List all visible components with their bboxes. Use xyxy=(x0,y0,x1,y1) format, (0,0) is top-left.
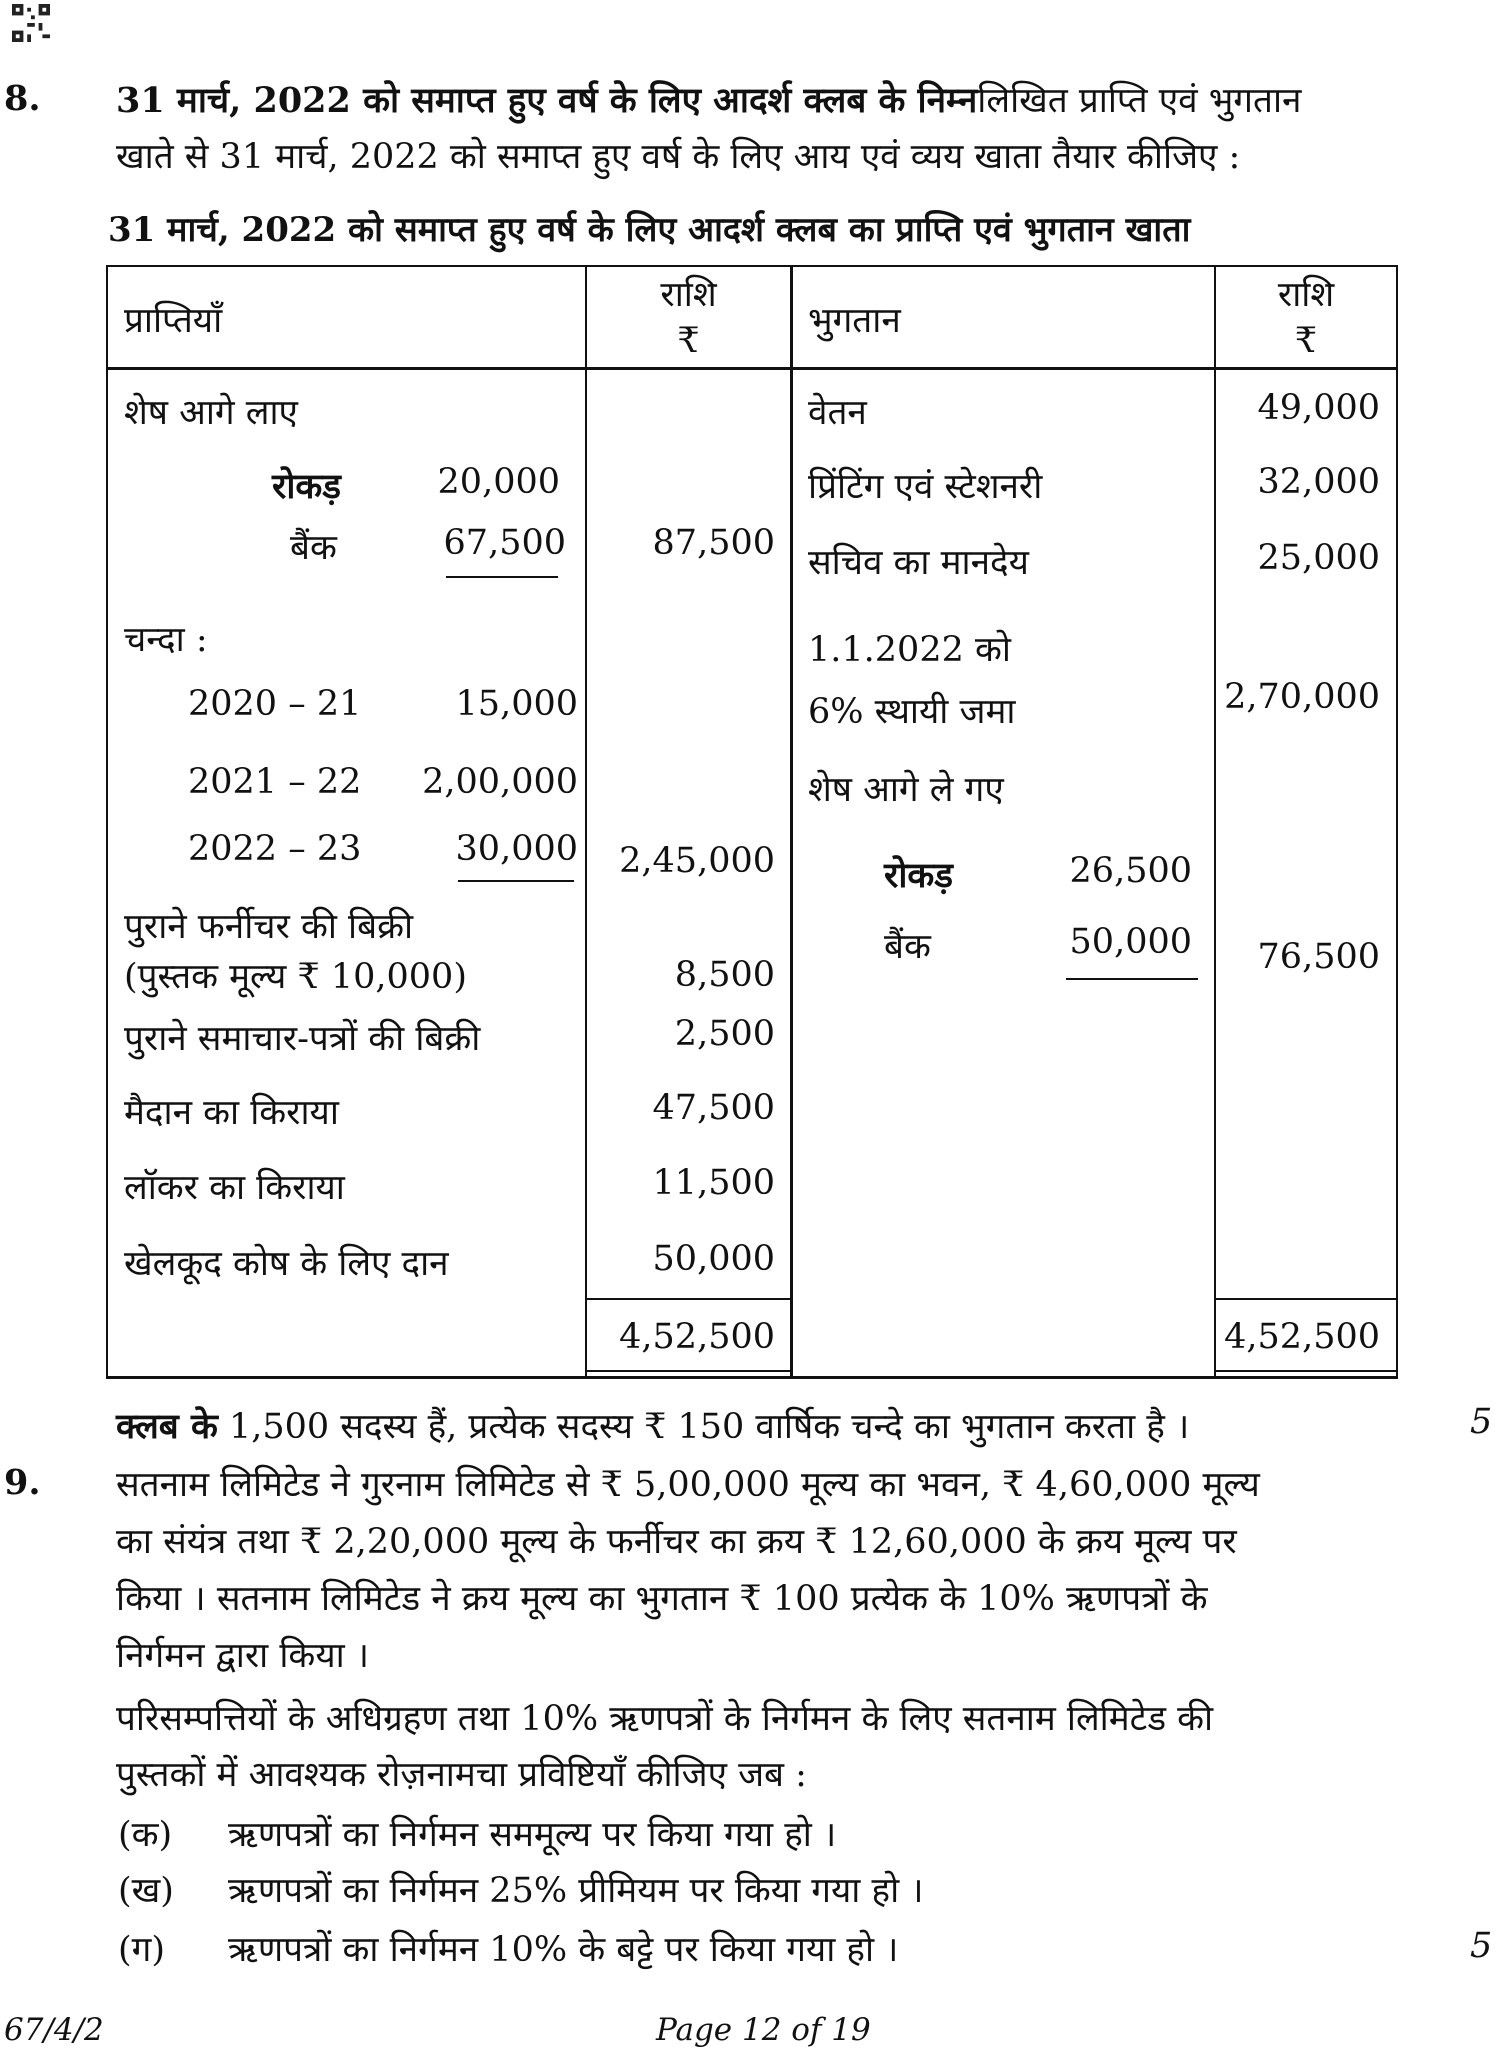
payment-fd-line2: 6% स्थायी जमा xyxy=(808,692,1016,732)
question-number: 8. xyxy=(4,78,41,119)
payment-salary-value: 49,000 xyxy=(1257,388,1380,428)
payment-printing-label: प्रिंटिंग एवं स्टेशनरी xyxy=(808,467,1043,507)
receipt-grand-total: 4,52,500 xyxy=(619,1317,775,1357)
header-amount-receipts: राशि ₹ xyxy=(660,275,717,361)
receipt-cash-value: 20,000 xyxy=(437,462,560,502)
payment-balance-cf: शेष आगे ले गए xyxy=(808,770,1004,810)
table-title: 31 मार्च, 2022 को समाप्त हुए वर्ष के लिए आदर्श क्लब का प्राप्ति एवं भुगतान खाता xyxy=(108,210,1191,250)
receipt-sports-donation-value: 50,000 xyxy=(652,1239,775,1279)
payment-fd-line1: 1.1.2022 को xyxy=(808,630,1011,670)
payment-honorarium-label: सचिव का मानदेय xyxy=(808,543,1029,583)
receipt-locker-rent-value: 11,500 xyxy=(652,1163,775,1203)
q9-line5: परिसम्पत्तियों के अधिग्रहण तथा 10% ऋणपत्रों के निर्गमन के लिए सतनाम लिमिटेड की xyxy=(116,1699,1214,1739)
receipt-balance-bf: शेष आगे लाए xyxy=(124,393,298,433)
receipt-ground-rent-label: मैदान का किराया xyxy=(124,1093,339,1133)
receipt-sub-y2-value: 2,00,000 xyxy=(422,762,578,802)
q9-option-label: (ख) xyxy=(118,1871,174,1911)
receipt-sub-y1-value: 15,000 xyxy=(455,684,578,724)
receipt-bank-label: बैंक xyxy=(290,528,337,568)
question-intro-rest: लिखित प्राप्ति एवं भुगतान xyxy=(977,81,1302,121)
receipt-cash-label: रोकड़ xyxy=(272,466,341,507)
question-number: 9. xyxy=(4,1462,41,1503)
q9-line3: किया । सतनाम लिमिटेड ने क्रय मूल्य का भुगतान ₹ 100 प्रत्येक के 10% ऋणपत्रों के xyxy=(116,1579,1208,1619)
receipt-sports-donation-label: खेलकूद कोष के लिए दान xyxy=(124,1244,449,1284)
payment-honorarium-value: 25,000 xyxy=(1257,538,1380,578)
question-intro-line1 xyxy=(116,72,1416,130)
receipt-furniture-line1: पुराने फर्नीचर की बिक्री xyxy=(124,907,414,947)
payment-closing-total: 76,500 xyxy=(1257,937,1380,977)
q9-line4: निर्गमन द्वारा किया । xyxy=(116,1636,370,1676)
question-note: क्लब के 1,500 सदस्य हैं, प्रत्येक सदस्य ₹ 150 वार्षिक चन्दे का भुगतान करता है । xyxy=(116,1406,1190,1447)
question-intro-bold: 31 मार्च, 2022 को समाप्त हुए वर्ष के लिए आदर्श क्लब के निम्न xyxy=(116,80,978,121)
header-amount-payments: राशि ₹ xyxy=(1277,275,1335,361)
receipt-furniture-line2: (पुस्तक मूल्य ₹ 10,000) xyxy=(124,957,467,997)
payment-bank-label: बैंक xyxy=(884,927,931,967)
receipt-sub-y3-label: 2022 – 23 xyxy=(188,829,362,869)
receipt-ground-rent-value: 47,500 xyxy=(652,1088,775,1128)
receipt-sub-y3-value: 30,000 xyxy=(455,829,578,869)
header-payments: भुगतान xyxy=(808,301,901,341)
q9-line6: पुस्तकों में आवश्यक रोज़नामचा प्रविष्टियाँ कीजिए जब : xyxy=(116,1755,807,1795)
qr-code-icon xyxy=(12,4,50,42)
payment-cash-label: रोकड़ xyxy=(884,855,953,896)
question-9-marks: 5 xyxy=(1470,1926,1493,1966)
q9-line2: का संयंत्र तथा ₹ 2,20,000 मूल्य के फर्नीचर का क्रय ₹ 12,60,000 के क्रय मूल्य पर xyxy=(116,1522,1237,1562)
payment-bank-value: 50,000 xyxy=(1069,922,1192,962)
payment-printing-value: 32,000 xyxy=(1257,462,1380,502)
payment-grand-total: 4,52,500 xyxy=(1224,1317,1380,1357)
receipt-bank-value: 67,500 xyxy=(443,523,566,563)
paper-code: 67/4/2 xyxy=(4,2012,104,2048)
q9-option-label: (ग) xyxy=(118,1930,166,1970)
question-intro-line2: खाते से 31 मार्च, 2022 को समाप्त हुए वर्ष के लिए आय एवं व्यय खाता तैयार कीजिए : xyxy=(116,137,1241,177)
q9-option-text: ऋणपत्रों का निर्गमन 25% प्रीमियम पर किया गया हो । xyxy=(228,1871,924,1911)
q9-option-text: ऋणपत्रों का निर्गमन 10% के बट्टे पर किया गया हो । xyxy=(228,1930,899,1970)
receipt-newspapers-value: 2,500 xyxy=(674,1014,775,1054)
receipt-opening-total: 87,500 xyxy=(652,523,775,563)
q9-option-text: ऋणपत्रों का निर्गमन सममूल्य पर किया गया हो । xyxy=(228,1815,837,1855)
question-8-marks: 5 xyxy=(1470,1402,1493,1442)
payment-fd-value: 2,70,000 xyxy=(1224,677,1380,717)
receipt-sub-total: 2,45,000 xyxy=(619,841,775,881)
receipt-subscription-label: चन्दा : xyxy=(124,620,208,660)
receipt-furniture-value: 8,500 xyxy=(674,955,775,995)
q9-line1: सतनाम लिमिटेड ने गुरनाम लिमिटेड से ₹ 5,00,000 मूल्य का भवन, ₹ 4,60,000 मूल्य xyxy=(116,1465,1260,1505)
payment-cash-value: 26,500 xyxy=(1069,851,1192,891)
payment-salary-label: वेतन xyxy=(808,393,867,433)
header-receipts: प्राप्तियाँ xyxy=(124,301,223,341)
receipt-sub-y2-label: 2021 – 22 xyxy=(188,762,362,802)
receipt-locker-rent-label: लॉकर का किराया xyxy=(124,1168,345,1208)
receipt-sub-y1-label: 2020 – 21 xyxy=(188,684,362,724)
page-number: Page 12 of 19 xyxy=(656,2012,871,2048)
receipt-newspapers-label: पुराने समाचार-पत्रों की बिक्री xyxy=(124,1019,481,1059)
q9-option-label: (क) xyxy=(118,1815,173,1855)
